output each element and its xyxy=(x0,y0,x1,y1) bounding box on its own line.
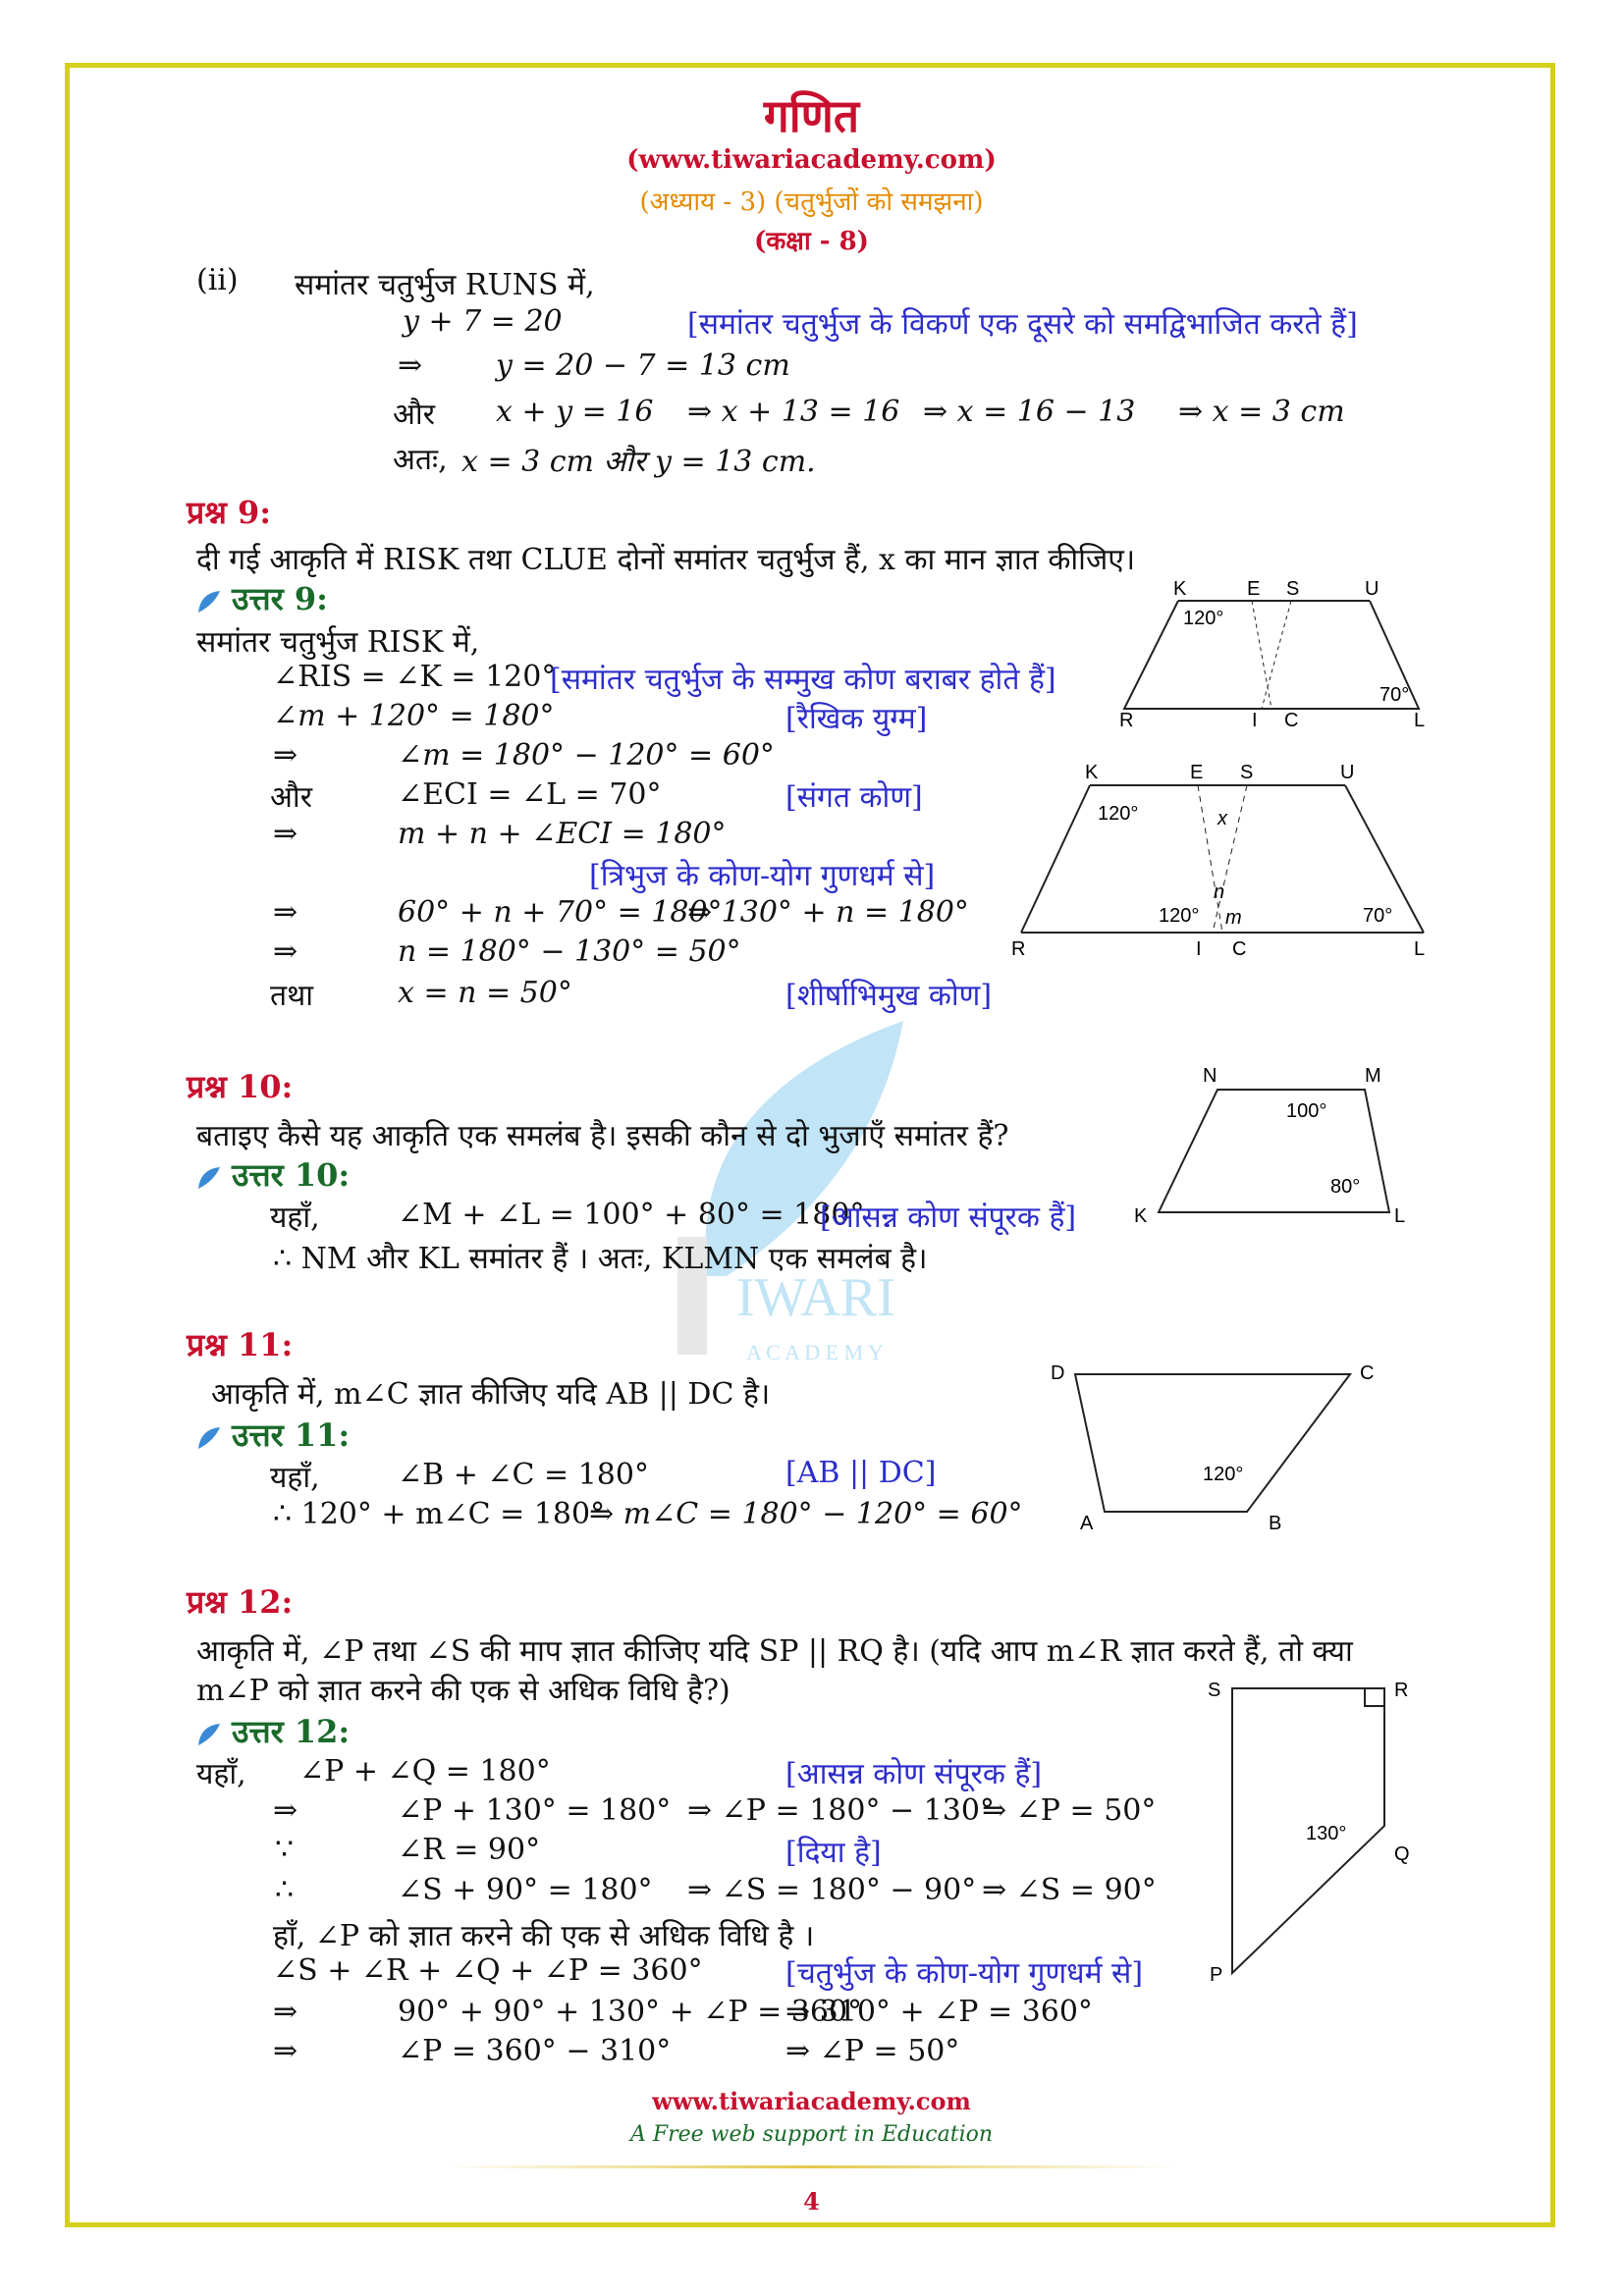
part-intro: समांतर चतुर्भुज RUNS में, xyxy=(295,268,595,302)
arrow: ⇒ xyxy=(273,934,298,969)
label: I xyxy=(1196,938,1202,957)
label: C xyxy=(1360,1362,1375,1384)
step: ∠R = 90° xyxy=(398,1833,541,1867)
reason: [शीर्षाभिमुख कोण] xyxy=(785,979,993,1013)
label: P xyxy=(1210,1964,1223,1986)
word: यहाँ, xyxy=(270,1461,320,1495)
step: ⇒ 310° + ∠P = 360° xyxy=(785,1995,1093,2029)
word: यहाँ, xyxy=(196,1757,246,1791)
step: ⇒ ∠P = 180° − 130° xyxy=(687,1793,995,1828)
angle-label: 120° xyxy=(1159,905,1200,927)
label: U xyxy=(1340,762,1355,783)
step: ∠P = 360° − 310° xyxy=(398,2034,672,2068)
step: ⇒ x = 16 − 13 xyxy=(923,395,1136,429)
svg-text:A C A D E M Y: A C A D E M Y xyxy=(746,1340,884,1364)
question-11-text: आकृति में, m∠C ज्ञात कीजिए यदि AB || DC है। xyxy=(211,1377,771,1412)
figure-q9-small xyxy=(1119,581,1434,738)
footer-url[interactable]: www.tiwariacademy.com xyxy=(652,2087,971,2115)
step: y + 7 = 20 xyxy=(403,304,563,339)
angle-label: 120° xyxy=(1203,1464,1244,1485)
reason: [आसन्न कोण संपूरक हैं] xyxy=(785,1757,1043,1791)
angle-label: 100° xyxy=(1286,1100,1327,1122)
angle-label: m xyxy=(1225,907,1242,929)
label: C xyxy=(1284,710,1299,731)
part-label: (ii) xyxy=(196,263,239,297)
step: ∠ECI = ∠L = 70° xyxy=(398,777,662,812)
step: ⇒ 130° + n = 180° xyxy=(687,895,969,930)
label: I xyxy=(1252,710,1258,731)
step: ⇒ m∠C = 180° − 120° = 60° xyxy=(589,1497,1023,1531)
reason: [समांतर चतुर्भुज के सम्मुख कोण बराबर होते हैं] xyxy=(550,663,1056,697)
symbol: ∴ xyxy=(275,1873,295,1907)
arrow: ⇒ xyxy=(273,1995,298,2029)
arrow: ⇒ xyxy=(273,1793,298,1828)
label: B xyxy=(1269,1513,1282,1531)
label: R xyxy=(1011,938,1026,957)
step: ∠S + 90° = 180° xyxy=(398,1873,653,1907)
label: S xyxy=(1286,581,1300,600)
figure-q12 xyxy=(1198,1669,1434,1993)
step: ⇒ x + 13 = 16 xyxy=(687,395,900,429)
label: C xyxy=(1232,938,1247,957)
step: ∠RIS = ∠K = 120° xyxy=(273,660,557,694)
feather-icon xyxy=(194,1720,224,1749)
figure-q9-large xyxy=(1011,761,1434,957)
label: E xyxy=(1190,762,1204,783)
question-10-title: प्रश्न 10: xyxy=(187,1068,294,1105)
word: यहाँ, xyxy=(270,1201,320,1235)
svg-text:IWARI: IWARI xyxy=(736,1267,895,1328)
reason: [रैखिक युग्म] xyxy=(785,702,928,736)
step: x = n = 50° xyxy=(398,976,572,1010)
step: ∠P + ∠Q = 180° xyxy=(299,1754,551,1789)
label: R xyxy=(1119,710,1134,731)
word: अतः, xyxy=(393,443,448,477)
answer-9-title: उत्तर 9: xyxy=(194,577,328,619)
step: ∠P + 130° = 180° xyxy=(398,1793,672,1828)
step: ∠m + 120° = 180° xyxy=(273,699,555,733)
footer-tagline: A Free web support in Education xyxy=(629,2122,994,2147)
step: x = 3 cm और y = 13 cm. xyxy=(461,445,816,479)
reason: [आसन्न कोण संपूरक हैं] xyxy=(820,1201,1077,1235)
step: n = 180° − 130° = 50° xyxy=(398,934,741,969)
arrow: ⇒ xyxy=(398,348,423,383)
question-11-title: प्रश्न 11: xyxy=(187,1326,294,1363)
question-12-title: प्रश्न 12: xyxy=(187,1583,294,1621)
label: L xyxy=(1394,1205,1406,1227)
step: ⇒ ∠P = 50° xyxy=(785,2034,960,2068)
step: x + y = 16 xyxy=(496,395,654,429)
step: ∠S + ∠R + ∠Q + ∠P = 360° xyxy=(273,1953,703,1988)
question-12-text: m∠P को ज्ञात करने की एक से अधिक विधि है?) xyxy=(196,1674,730,1708)
question-9-text: दी गई आकृति में RISK तथा CLUE दोनों समांतर चतुर्भुज हैं, x का मान ज्ञात कीजिए। xyxy=(196,543,1136,577)
chapter-label: (अध्याय - 3) (चतुर्भुजों को समझना) xyxy=(639,187,984,217)
label: A xyxy=(1080,1513,1094,1531)
step: 60° + n + 70° = 180° xyxy=(398,895,723,930)
step: m + n + ∠ECI = 180° xyxy=(398,817,727,851)
feather-icon xyxy=(194,1163,224,1193)
step: ⇒ x = 3 cm xyxy=(1178,395,1345,429)
label: K xyxy=(1173,581,1187,600)
label: L xyxy=(1414,938,1426,957)
symbol: ∵ xyxy=(275,1833,295,1867)
word: तथा xyxy=(270,979,314,1013)
step: ∴ NM और KL समांतर हैं । अतः, KLMN एक समलंब है। xyxy=(273,1242,928,1276)
label: D xyxy=(1051,1362,1065,1384)
label: K xyxy=(1134,1205,1148,1227)
footer-divider xyxy=(442,2165,1178,2168)
step: ∠M + ∠L = 100° + 80° = 180° xyxy=(398,1198,865,1232)
figure-q11 xyxy=(1041,1355,1394,1531)
answer-10-title: उत्तर 10: xyxy=(194,1153,350,1196)
step: ⇒ ∠S = 90° xyxy=(982,1873,1157,1907)
angle-label: 120° xyxy=(1183,608,1224,629)
feather-icon xyxy=(194,1423,224,1453)
figure-q10 xyxy=(1119,1060,1424,1227)
label: S xyxy=(1240,762,1254,783)
step: 90° + 90° + 130° + ∠P = 360° xyxy=(398,1995,863,2029)
question-10-text: बताइए कैसे यह आकृति एक समलंब है। इसकी कौन से दो भुजाएँ समांतर हैं? xyxy=(196,1119,1009,1153)
label: S xyxy=(1208,1680,1221,1701)
label: N xyxy=(1203,1065,1217,1087)
step: ∴ 120° + m∠C = 180° xyxy=(273,1497,606,1531)
angle-label: 130° xyxy=(1306,1823,1347,1844)
page-title: गणित xyxy=(763,89,860,142)
tiwari-watermark xyxy=(668,982,982,1394)
arrow: ⇒ xyxy=(273,895,298,930)
step: y = 20 − 7 = 13 cm xyxy=(496,348,790,383)
label: E xyxy=(1247,581,1261,600)
reason: [संगत कोण] xyxy=(785,780,923,815)
label: M xyxy=(1365,1065,1381,1087)
reason: [AB || DC] xyxy=(785,1456,937,1490)
angle-label: 70° xyxy=(1363,905,1393,927)
arrow: ⇒ xyxy=(273,817,298,851)
header-url[interactable]: (www.tiwariacademy.com) xyxy=(626,145,997,175)
feather-icon xyxy=(194,587,224,616)
reason: [समांतर चतुर्भुज के विकर्ण एक दूसरे को समद्विभाजित करते हैं] xyxy=(687,307,1358,342)
label: Q xyxy=(1394,1843,1410,1865)
label: R xyxy=(1394,1680,1409,1701)
answer-11-title: उत्तर 11: xyxy=(194,1414,350,1456)
reason: [चतुर्भुज के कोण-योग गुणधर्म से] xyxy=(785,1956,1144,1991)
label: U xyxy=(1365,581,1380,600)
arrow: ⇒ xyxy=(273,738,298,773)
question-9-title: प्रश्न 9: xyxy=(187,494,272,531)
step: ∠m = 180° − 120° = 60° xyxy=(398,738,775,773)
angle-label: x xyxy=(1217,808,1227,829)
step: हाँ, ∠P को ज्ञात करने की एक से अधिक विधि है । xyxy=(273,1919,815,1953)
question-12-text: आकृति में, ∠P तथा ∠S की माप ज्ञात कीजिए यदि SP || RQ है। (यदि आप m∠R ज्ञात करते हैं, तो क्या xyxy=(196,1634,1353,1669)
angle-label: 70° xyxy=(1380,684,1410,706)
angle-label: 120° xyxy=(1098,803,1139,825)
class-label: (कक्षा - 8) xyxy=(754,227,869,256)
angle-label: n xyxy=(1214,881,1225,903)
word: और xyxy=(270,780,312,815)
step: ⇒ ∠P = 50° xyxy=(982,1793,1157,1828)
page-number: 4 xyxy=(803,2187,820,2216)
step: ⇒ ∠S = 180° − 90° xyxy=(687,1873,977,1907)
arrow: ⇒ xyxy=(273,2034,298,2068)
angle-label: 80° xyxy=(1330,1176,1361,1198)
step: ∠B + ∠C = 180° xyxy=(398,1458,649,1492)
label: L xyxy=(1414,710,1426,731)
answer-intro: समांतर चतुर्भुज RISK में, xyxy=(196,625,480,660)
answer-12-title: उत्तर 12: xyxy=(194,1710,350,1752)
label: K xyxy=(1085,762,1099,783)
reason: [दिया है] xyxy=(785,1836,882,1870)
reason: [त्रिभुज के कोण-योग गुणधर्म से] xyxy=(589,859,936,893)
word: और xyxy=(393,398,435,432)
